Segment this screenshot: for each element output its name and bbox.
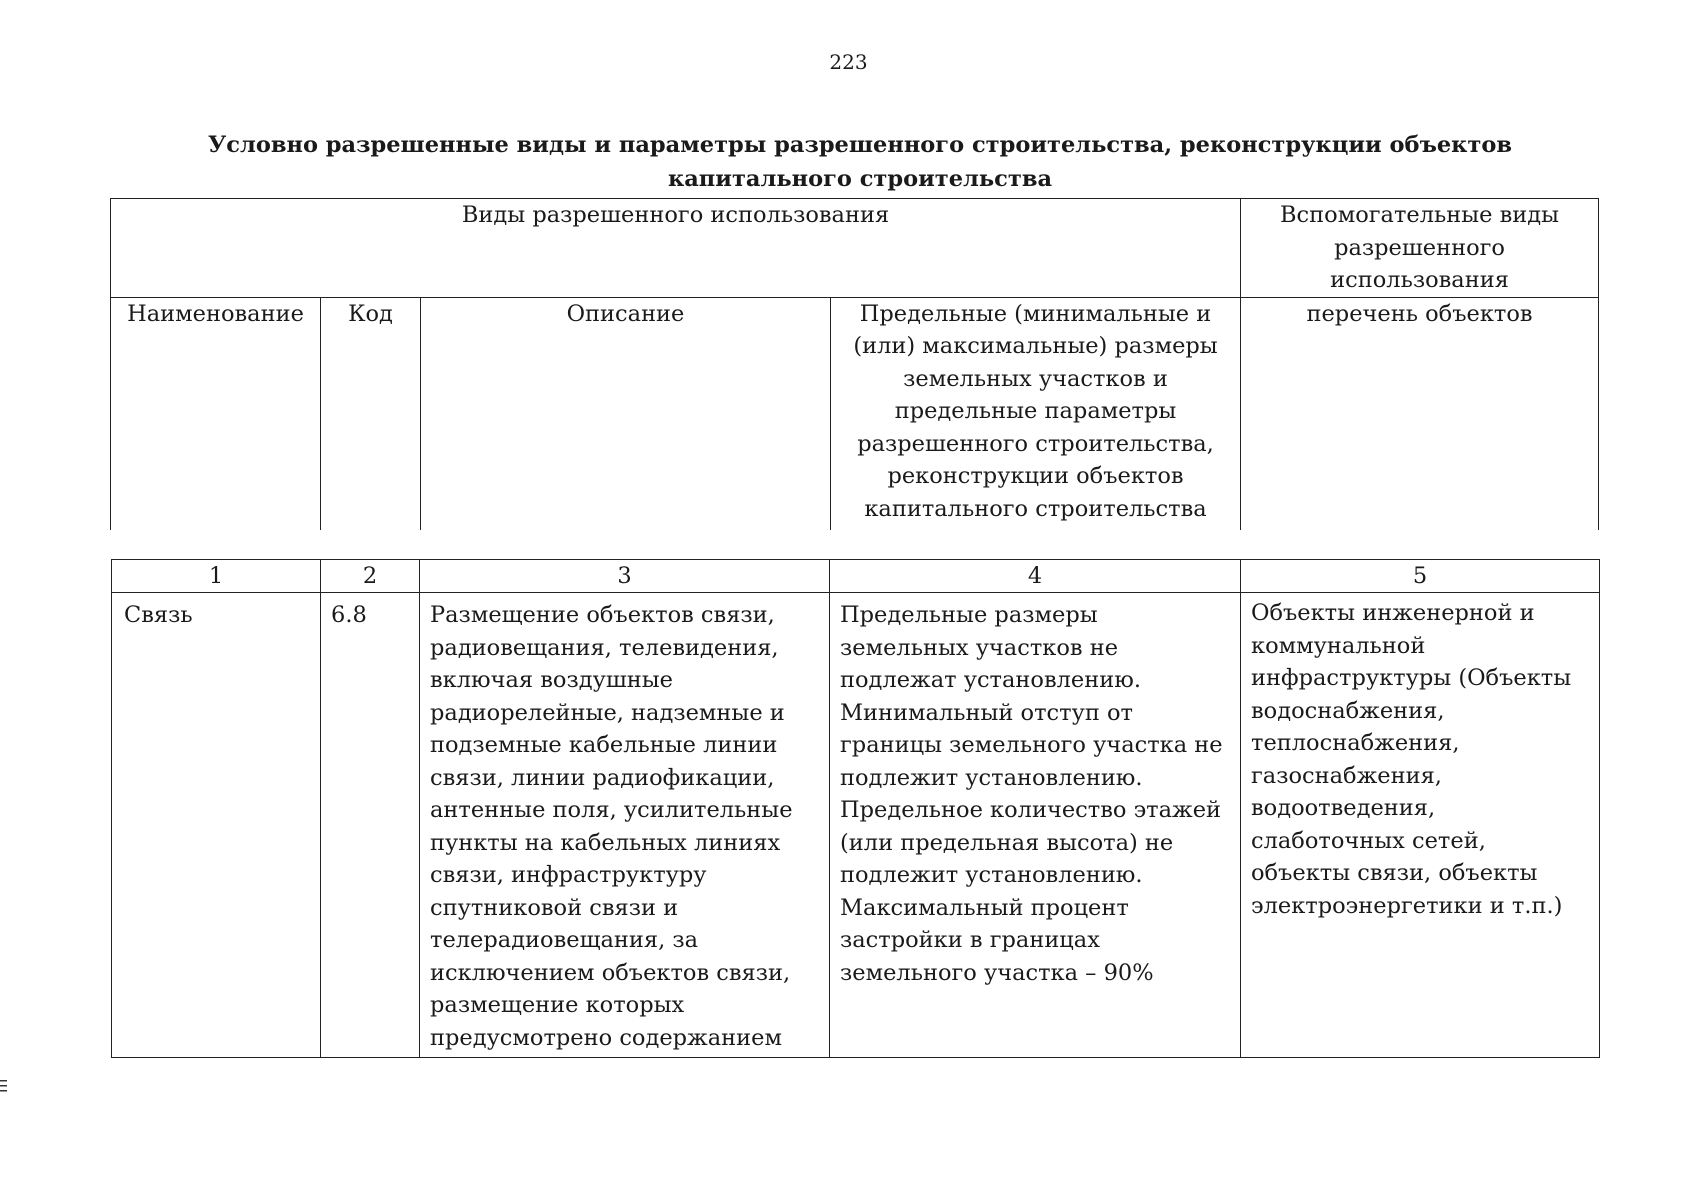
row-name: Связь — [124, 602, 193, 628]
header-group-aux-label: Вспомогательные виды разрешенного использования — [1280, 202, 1560, 293]
header-group-main — [111, 199, 1241, 298]
header-col-name — [111, 297, 321, 530]
margin-mark — [0, 1078, 7, 1092]
header-col-objects — [1241, 297, 1599, 530]
header-col-description-label: Описание — [566, 300, 685, 327]
row-code: 6.8 — [331, 602, 367, 628]
page-number: 223 — [829, 50, 868, 74]
column-number-row — [112, 560, 1600, 593]
row-aux-objects: Объекты инженерной и коммунальной инфраструктуры (Объекты водоснабжения, теплоснабжения, газоснабжения, водоотведения, слаботочных сетей, объекты связи, объекты электроэнергетики и т.п.) — [1251, 600, 1572, 919]
column-number: 4 — [830, 560, 1241, 593]
header-col-description — [421, 297, 831, 530]
column-number: 1 — [112, 560, 321, 593]
column-number: 2 — [321, 560, 420, 593]
header-col-limits-label: Предельные (минимальные и (или) максимальные) размеры земельных участков и предельные параметры разрешенного строительства, реконструкции объектов капитального строительства — [853, 300, 1218, 522]
header-table — [110, 198, 1599, 530]
cell-name — [112, 593, 321, 1058]
header-col-code — [321, 297, 421, 530]
column-number: 5 — [1241, 560, 1600, 593]
cell-limits — [830, 593, 1241, 1058]
row-description: Размещение объектов связи, радиовещания, телевидения, включая воздушные радиорелейные, надземные и подземные кабельные линии связи, линии радиофикации, антенные поля, усилительные пункты на кабельных линиях связи, инфраструктуру спутниковой связи и телерадиовещания, за исключением объектов связи, размещение которых предусмотрено содержанием — [430, 602, 793, 1051]
cell-aux-objects — [1241, 593, 1600, 1058]
table-row — [112, 593, 1600, 1058]
header-group-main-label: Виды разрешенного использования — [461, 202, 890, 228]
header-col-name-label: Наименование — [127, 300, 304, 327]
cell-code — [321, 593, 420, 1058]
row-limits: Предельные размеры земельных участков не подлежат установлению. Минимальный отступ от границы земельного участка не подлежит установлению. Предельное количество этажей (или предельная высота) не подлежит установлению. Максимальный процент застройки в границах земельного участка – 90% — [840, 602, 1223, 986]
header-col-objects-label: перечень объектов — [1306, 300, 1533, 327]
document-title: Условно разрешенные виды и параметры разрешенного строительства, реконструкции объектов капитального строительства — [208, 132, 1512, 192]
header-col-limits — [831, 297, 1241, 530]
header-group-aux — [1241, 199, 1599, 298]
cell-description — [420, 593, 830, 1058]
column-number: 3 — [420, 560, 830, 593]
main-table — [111, 559, 1600, 1058]
header-col-code-label: Код — [348, 300, 393, 327]
